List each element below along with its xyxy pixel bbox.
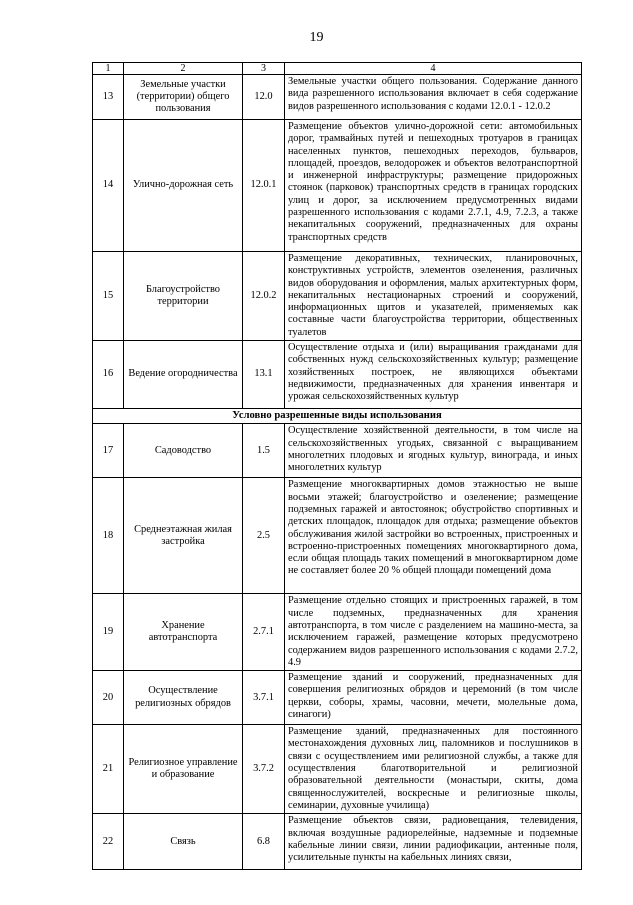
use-type-description: Размещение декоративных, технических, планировочных, конструктивных устройств, элементов озеленения, различных видов оборудования и оформления, малых архитектурных форм, некапитальных нестационарных строений и сооружений, информационных щитов и указателей, применяемых как составные части благоустройства территории, общественных туалетов: [285, 252, 582, 341]
table-row: [93, 120, 582, 252]
row-number: 19: [93, 594, 124, 671]
use-type-name: Садоводство: [124, 424, 243, 478]
use-type-code: 12.0: [243, 75, 285, 120]
use-type-description: Осуществление отдыха и (или) выращивания гражданами для собственных нужд сельскохозяйственных культур; размещение хозяйственных построек, не являющихся объектами недвижимости, предназначенных для хранения инвентаря и урожая сельскохозяйственных культур: [285, 341, 582, 409]
table-row: [93, 478, 582, 594]
table-row: [93, 424, 582, 478]
column-header: 3: [243, 63, 285, 75]
table-header-row: [93, 63, 582, 75]
use-type-name: Осуществление религиозных обрядов: [124, 671, 243, 725]
use-type-description: Земельные участки общего пользования. Содержание данного вида разрешенного использования включает в себя содержание видов разрешенного использования с кодами 12.0.1 - 12.0.2: [285, 75, 582, 120]
use-type-code: 2.7.1: [243, 594, 285, 671]
use-type-name: Среднеэтажная жилая застройка: [124, 478, 243, 594]
use-type-name: Улично-дорожная сеть: [124, 120, 243, 252]
use-type-description: Осуществление хозяйственной деятельности, в том числе на сельскохозяйственных угодьях, связанной с выращиванием многолетних плодовых и ягодных культур, винограда, и иных многолетних культур: [285, 424, 582, 478]
use-type-code: 6.8: [243, 814, 285, 870]
section-title: Условно разрешенные виды использования: [93, 409, 582, 424]
use-type-description: Размещение многоквартирных домов этажностью не выше восьми этажей; благоустройство и озеленение; размещение подземных гаражей и автостоянок; обустройство спортивных и детских площадок, площадок для отдыха; размещение объектов обслуживания жилой застройки во встроенных, пристроенных и встроенно-пристроенных помещениях многоквартирного дома, если общая площадь таких помещений в многоквартирном доме не составляет более 20 % общей площади помещений дома: [285, 478, 582, 594]
row-number: 21: [93, 725, 124, 814]
table-row: [93, 594, 582, 671]
row-number: 14: [93, 120, 124, 252]
row-number: 20: [93, 671, 124, 725]
table-row: [93, 671, 582, 725]
use-type-name: Связь: [124, 814, 243, 870]
use-type-description: Размещение объектов связи, радиовещания, телевидения, включая воздушные радиорелейные, надземные и подземные кабельные линии связи, линии радиофикации, антенные поля, усилительные пункты на кабельных линиях связи,: [285, 814, 582, 870]
table-row: [93, 725, 582, 814]
table-row: [93, 341, 582, 409]
use-type-code: 3.7.2: [243, 725, 285, 814]
use-type-code: 3.7.1: [243, 671, 285, 725]
use-type-name: Земельные участки (территории) общего пользования: [124, 75, 243, 120]
row-number: 17: [93, 424, 124, 478]
use-type-description: Размещение зданий и сооружений, предназначенных для совершения религиозных обрядов и церемоний (в том числе церкви, соборы, храмы, часовни, мечети, молельные дома, синагоги): [285, 671, 582, 725]
use-type-description: Размещение объектов улично-дорожной сети: автомобильных дорог, трамвайных путей и пешеходных тротуаров в границах населенных пунктов, пешеходных переходов, бульваров, площадей, проездов, велодорожек и объектов велотранспортной и инженерной инфраструктуры; размещение придорожных стоянок (парковок) транспортных средств в границах городских улиц и дорог, за исключением предусмотренных видами разрешенного использования с кодами 2.7.1, 4.9, 7.2.3, а также некапитальных сооружений, предназначенных для охраны транспортных средств: [285, 120, 582, 252]
use-type-code: 13.1: [243, 341, 285, 409]
use-type-description: Размещение зданий, предназначенных для постоянного местонахождения духовных лиц, паломников и послушников в связи с осуществлением ими религиозной службы, а также для осуществления благотворительной и религиозной образовательной деятельности (монастыри, скиты, дома священнослужителей, воскресные и религиозные школы, семинарии, духовные училища): [285, 725, 582, 814]
use-type-code: 12.0.1: [243, 120, 285, 252]
use-type-name: Ведение огородничества: [124, 341, 243, 409]
use-type-description: Размещение отдельно стоящих и пристроенных гаражей, в том числе подземных, предназначенных для хранения автотранспорта, в том числе с разделением на машино-места, за исключением гаражей, размещение которых предусмотрено содержанием видов разрешенного использования с кодами 2.7.2, 4.9: [285, 594, 582, 671]
column-header: 2: [124, 63, 243, 75]
use-type-code: 2.5: [243, 478, 285, 594]
row-number: 22: [93, 814, 124, 870]
section-header-row: [93, 409, 582, 424]
row-number: 18: [93, 478, 124, 594]
page-number: 19: [309, 30, 324, 45]
row-number: 15: [93, 252, 124, 341]
use-type-name: Благоустройство территории: [124, 252, 243, 341]
column-header: 4: [285, 63, 582, 75]
use-type-name: Хранение автотранспорта: [124, 594, 243, 671]
row-number: 13: [93, 75, 124, 120]
row-number: 16: [93, 341, 124, 409]
table-row: [93, 814, 582, 870]
use-type-code: 1.5: [243, 424, 285, 478]
table-row: [93, 252, 582, 341]
use-type-name: Религиозное управление и образование: [124, 725, 243, 814]
table-row: [93, 75, 582, 120]
column-header: 1: [93, 63, 124, 75]
land-use-table: [92, 62, 582, 870]
use-type-code: 12.0.2: [243, 252, 285, 341]
